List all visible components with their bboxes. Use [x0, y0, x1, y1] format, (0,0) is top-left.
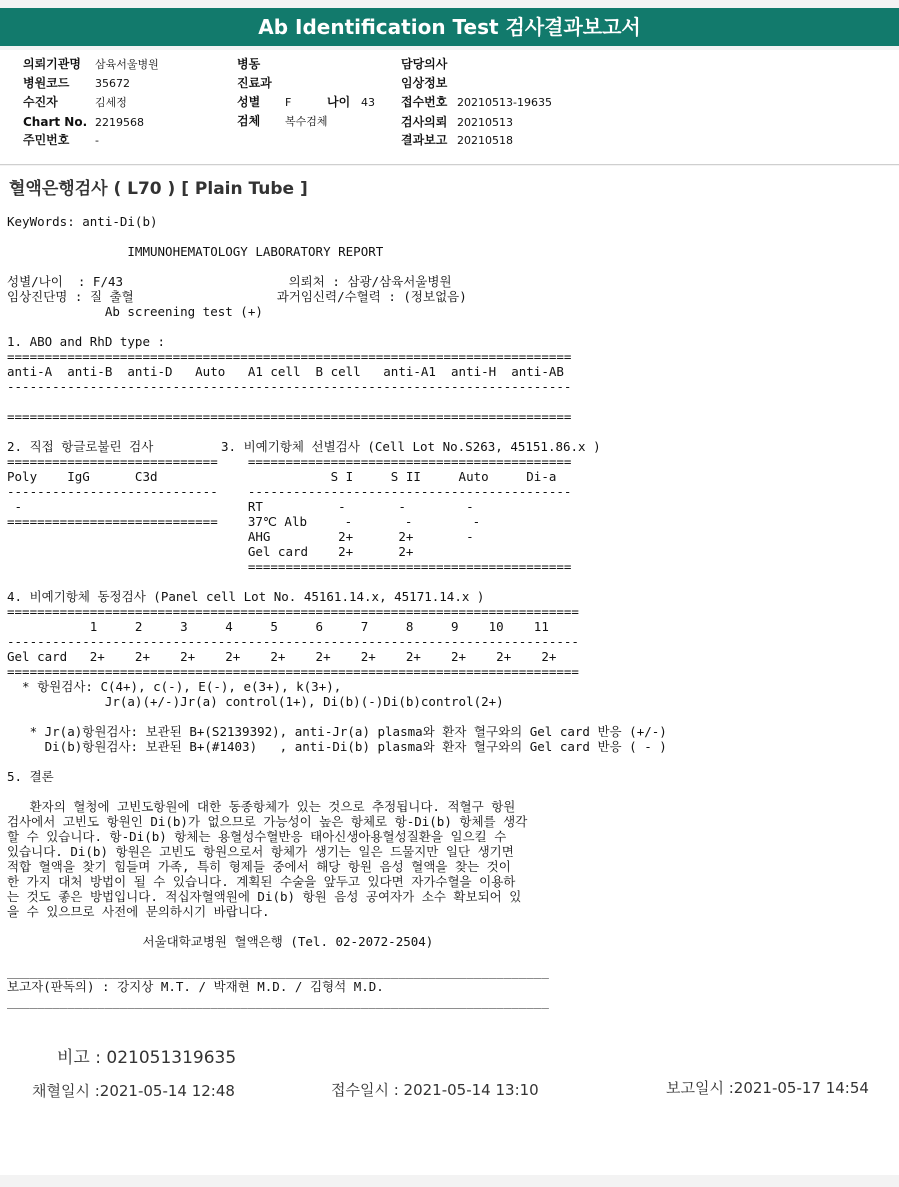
report-line: 있습니다. Di(b) 항원은 고빈도 항원으로서 항체가 생기는 일은 드물지만 일단 생기면: [7, 844, 514, 859]
report-line: KeyWords: anti-Di(b): [7, 214, 158, 229]
info-value: 김세정: [95, 96, 127, 109]
info-row-patient: [23, 93, 127, 112]
report-line: 을 수 있으므로 사전에 문의하시기 바랍니다.: [7, 904, 270, 919]
info-row-department: [237, 74, 285, 93]
info-label: Chart No.: [23, 115, 88, 129]
report-line: anti-A anti-B anti-D Auto A1 cell B cell anti-A1 anti-H anti-AB: [7, 364, 564, 379]
info-label: 검사의뢰: [401, 115, 448, 129]
info-value: 20210513-19635: [457, 96, 552, 109]
report-line: ----------------------------------------------------------------------------: [7, 634, 579, 649]
report-line: [7, 574, 667, 589]
report-line: [7, 754, 667, 769]
info-label: 검체: [237, 114, 261, 128]
info-row-specimen: [237, 112, 328, 131]
info-value: 20210518: [457, 134, 513, 147]
info-label: 병원코드: [23, 76, 70, 90]
report-line: 적합 혈액을 찾기 힘들며 가족, 특히 형제들 중에서 해당 항원 음성 혈액을 찾는 것이: [7, 859, 511, 874]
collection-datetime: 채혈일시 :2021-05-14 12:48: [32, 1082, 235, 1100]
info-row-age: [327, 93, 375, 112]
info-value: F: [285, 96, 292, 109]
report-line: 보고자(판독의) : 강지상 M.T. / 박재현 M.D. / 김형석 M.D.: [7, 979, 384, 994]
report-line: ============================================================================: [7, 664, 579, 679]
report-line: ===========================================================================: [7, 409, 572, 424]
info-label: 성별: [237, 95, 261, 109]
info-label: 임상정보: [401, 76, 448, 90]
info-value: 43: [361, 96, 375, 109]
info-row-chart-no: [23, 113, 144, 132]
info-row-resident-no: [23, 131, 99, 150]
info-row-institution: [23, 55, 159, 74]
info-label: 진료과: [237, 76, 272, 90]
report-line: 는 것도 좋은 방법입니다. 적십자혈액원에 Di(b) 항원 음성 공여자가 소수 확보되어 있: [7, 889, 522, 904]
lab-report-body: [7, 214, 667, 1009]
report-line: 한 가지 대처 방법이 될 수 있습니다. 계획된 수술을 앞두고 있다면 자가수혈을 이용하: [7, 874, 516, 889]
report-line: IMMUNOHEMATOLOGY LABORATORY REPORT: [7, 244, 384, 259]
report-title-banner: [0, 8, 899, 46]
report-line: 1 2 3 4 5 6 7 8 9 10 11: [7, 619, 549, 634]
report-line: ===========================================================================: [7, 349, 572, 364]
info-label: 담당의사: [401, 57, 448, 71]
report-line: [7, 949, 667, 964]
patient-info-header: [0, 50, 899, 165]
info-value: 20210513: [457, 116, 513, 129]
report-line: Gel card 2+ 2+ 2+ 2+ 2+ 2+ 2+ 2+ 2+ 2+ 2+: [7, 649, 557, 664]
info-label: 결과보고: [401, 133, 448, 147]
report-line: ---------------------------------------------------------------------------: [7, 379, 572, 394]
report-line: ---------------------------- -------------------------------------------: [7, 484, 572, 499]
report-line: [7, 319, 667, 334]
report-line: [7, 784, 667, 799]
report-line: [7, 259, 667, 274]
report-line: [7, 229, 667, 244]
report-line: 서울대학교병원 혈액은행 (Tel. 02-2072-2504): [7, 934, 434, 949]
received-datetime: 접수일시 : 2021-05-14 13:10: [331, 1081, 539, 1099]
report-line: * 항원검사: C(4+), c(-), E(-), e(3+), k(3+),: [7, 679, 342, 694]
report-line: ________________________________________________________________________: [7, 964, 549, 979]
report-line: 임상진단명 : 질 출혈 과거임신력/수혈력 : (정보없음): [7, 289, 467, 304]
report-line: [7, 709, 667, 724]
report-line: ============================================================================: [7, 604, 579, 619]
info-row-doctor: [401, 55, 457, 74]
info-value: 2219568: [95, 116, 144, 129]
reported-datetime: 보고일시 :2021-05-17 14:54: [666, 1079, 869, 1097]
report-line: Poly IgG C3d S I S II Auto Di-a: [7, 469, 557, 484]
report-line: 성별/나이 : F/43 의뢰처 : 삼광/삼육서울병원: [7, 274, 452, 289]
info-label: 병동: [237, 57, 261, 71]
info-row-ward: [237, 55, 285, 74]
info-value: 35672: [95, 77, 130, 90]
report-line: ===========================================: [7, 559, 572, 574]
report-line: * Jr(a)항원검사: 보관된 B+(S2139392), anti-Jr(a) plasma와 환자 혈구와의 Gel card 반응 (+/-): [7, 724, 667, 739]
report-title: Ab Identification Test 검사결과보고서: [258, 15, 641, 39]
report-line: 4. 비예기항체 동정검사 (Panel cell Lot No. 45161.14.x, 45171.14.x ): [7, 589, 485, 604]
info-row-report-date: [401, 131, 513, 150]
report-line: 검사에서 고빈도 항원인 Di(b)가 없으므로 가능성이 높은 항체로 항-Di(b) 항체를 생각: [7, 814, 528, 829]
info-label: 주민번호: [23, 133, 70, 147]
info-value: 삼육서울병원: [95, 58, 159, 71]
report-line: 1. ABO and RhD type :: [7, 334, 166, 349]
info-label: 접수번호: [401, 95, 448, 109]
report-line: ============================ ===========================================: [7, 454, 572, 469]
info-label: 수진자: [23, 95, 58, 109]
info-row-sex: [237, 93, 291, 112]
report-line: 5. 결론: [7, 769, 54, 784]
info-row-request-date: [401, 113, 513, 132]
report-line: AHG 2+ 2+ -: [7, 529, 474, 544]
report-line: ============================ 37℃ Alb - - -: [7, 514, 481, 529]
info-row-hospital-code: [23, 74, 130, 93]
report-line: Gel card 2+ 2+: [7, 544, 414, 559]
report-line: [7, 424, 667, 439]
info-row-clinical-info: [401, 74, 457, 93]
report-line: 할 수 있습니다. 항-Di(b) 항체는 용혈성수혈반응 태아신생아용혈성질환을 일으킬 수: [7, 829, 507, 844]
report-line: - RT - - -: [7, 499, 474, 514]
report-line: Di(b)항원검사: 보관된 B+(#1403) , anti-Di(b) plasma와 환자 혈구와의 Gel card 반응 ( - ): [7, 739, 667, 754]
info-value: -: [95, 134, 99, 147]
info-row-accession-no: [401, 93, 552, 112]
report-line: 2. 직접 항글로불린 검사 3. 비예기항체 선별검사 (Cell Lot No.S263, 45151.86.x ): [7, 439, 601, 454]
report-line: ________________________________________________________________________: [7, 994, 549, 1009]
report-line: [7, 919, 667, 934]
info-label: 나이: [327, 95, 351, 109]
report-line: [7, 394, 667, 409]
test-section-title: 혈액은행검사 ( L70 ) [ Plain Tube ]: [9, 179, 308, 199]
note-line: 비고 : 021051319635: [57, 1048, 237, 1068]
info-label: 의뢰기관명: [23, 57, 81, 71]
report-line: Jr(a)(+/-)Jr(a) control(1+), Di(b)(-)Di(b)control(2+): [7, 694, 504, 709]
info-value: 복수검체: [285, 115, 328, 128]
report-line: 환자의 혈청에 고빈도항원에 대한 동종항체가 있는 것으로 추정됩니다. 적혈구 항원: [7, 799, 516, 814]
report-line: Ab screening test (+): [7, 304, 263, 319]
